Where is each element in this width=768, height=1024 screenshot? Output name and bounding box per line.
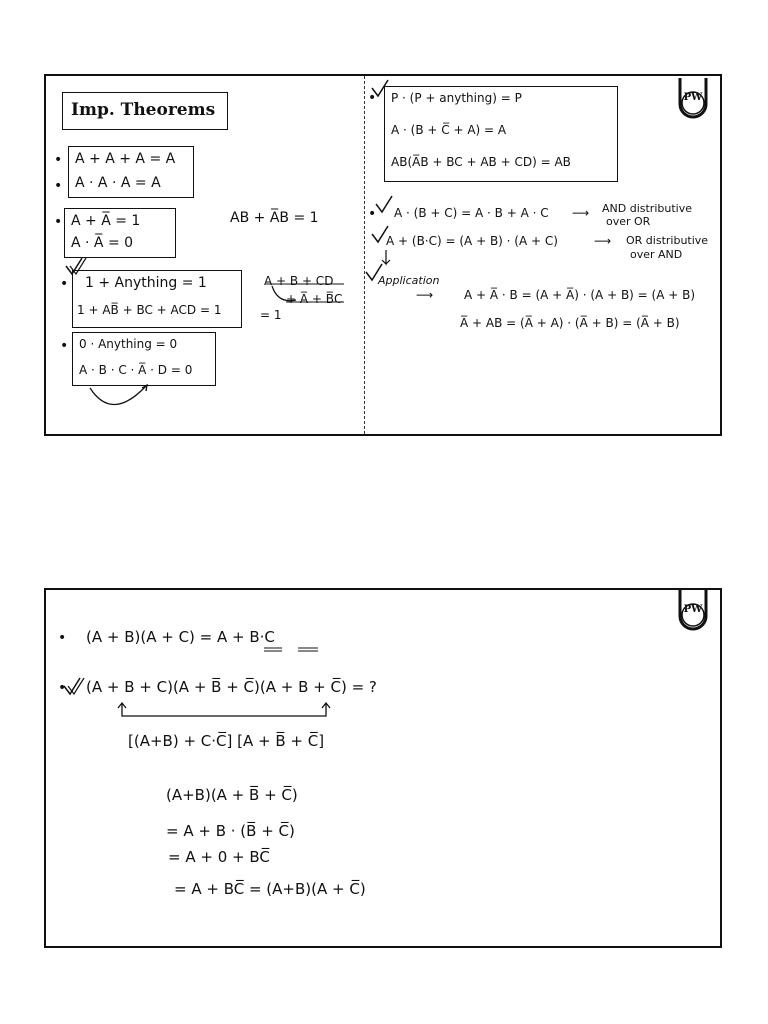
and-distributive: A · (B + C) = A · B + A · C bbox=[394, 206, 549, 220]
bullet-icon: • bbox=[54, 178, 63, 194]
checkmark-icon bbox=[64, 678, 80, 694]
slide-title: Imp. Theorems bbox=[71, 100, 216, 120]
theorem-line: A · (B + C̅ + A) = A bbox=[391, 123, 507, 137]
one-rule-box bbox=[72, 270, 242, 328]
or-dist-note: over AND bbox=[630, 248, 683, 261]
application-line: A̅ + AB = (A̅ + A) · (A̅ + B) = (A̅ + B) bbox=[460, 316, 680, 330]
step-line: (A+B)(A + B̅ + C̅) bbox=[166, 786, 298, 804]
complement-note: AB + A̅B = 1 bbox=[230, 210, 319, 226]
zero-rule-box bbox=[72, 332, 216, 386]
bracket-arrow-icon bbox=[122, 704, 326, 716]
bullet-icon: • bbox=[368, 90, 377, 106]
distributive-line: (A + B)(A + C) = A + B·C bbox=[86, 628, 275, 646]
bullet-icon: • bbox=[54, 152, 63, 168]
step-line: = A + B · (B̅ + C̅) bbox=[166, 822, 295, 840]
side-expression: A + B + CD bbox=[264, 274, 334, 288]
idempotent-box bbox=[68, 146, 194, 198]
theorem-line: A · A̅ = 0 bbox=[71, 235, 134, 251]
application-label: Application bbox=[378, 274, 440, 287]
and-dist-note: over OR bbox=[606, 215, 651, 228]
theorem-line: 1 + Anything = 1 bbox=[85, 275, 207, 291]
and-dist-note: AND distributive bbox=[602, 202, 692, 215]
or-distributive: A + (B·C) = (A + B) · (A + C) bbox=[386, 234, 558, 248]
checkmark-icon bbox=[68, 678, 84, 694]
logo-text: PW bbox=[683, 92, 703, 103]
theorem-line: A + A + A = A bbox=[75, 151, 176, 167]
arrow-icon: ⟶ bbox=[572, 206, 590, 220]
theorem-line: P · (P + anything) = P bbox=[391, 91, 522, 105]
down-arrow-icon bbox=[382, 250, 390, 264]
curved-arrow-icon bbox=[90, 386, 146, 405]
step-line: = A + BC̅ = (A+B)(A + C̅) bbox=[174, 880, 366, 898]
bullet-icon: • bbox=[60, 276, 69, 292]
logo-text: PW bbox=[683, 604, 703, 615]
theorem-line: A · B · C · A̅ · D = 0 bbox=[79, 363, 193, 377]
step-line: = A + 0 + BC̅ bbox=[168, 848, 270, 866]
theorem-line: 1 + AB̅ + BC + ACD = 1 bbox=[77, 303, 222, 317]
bullet-icon: • bbox=[368, 206, 377, 222]
bullet-icon: • bbox=[60, 338, 69, 354]
pw-logo bbox=[676, 78, 710, 120]
slide-2 bbox=[44, 588, 722, 948]
theorem-line: 0 · Anything = 0 bbox=[79, 337, 178, 351]
arrow-icon: ⟶ bbox=[594, 234, 612, 248]
side-expression: + A̅ + B̅C bbox=[286, 292, 343, 306]
checkmark-icon bbox=[376, 196, 392, 212]
theorem-line: AB(A̅B + BC + AB + CD) = AB bbox=[391, 155, 571, 169]
bullet-icon: • bbox=[58, 630, 67, 646]
title-box bbox=[62, 92, 228, 130]
application-line: A + A̅ · B = (A + A̅) · (A + B) = (A + B) bbox=[464, 288, 696, 302]
column-divider bbox=[364, 76, 365, 434]
bullet-icon: • bbox=[54, 214, 63, 230]
arrow-icon: ⟶ bbox=[416, 288, 434, 302]
absorption-box bbox=[384, 86, 618, 182]
or-dist-note: OR distributive bbox=[626, 234, 709, 247]
side-expression: = 1 bbox=[260, 308, 282, 322]
slide-1 bbox=[44, 74, 722, 436]
problem-line: (A + B + C)(A + B̅ + C̅)(A + B + C̅) = ? bbox=[86, 678, 377, 696]
step-line: [(A+B) + C·C̅] [A + B̅ + C̅] bbox=[128, 732, 325, 750]
theorem-line: A · A · A = A bbox=[75, 175, 161, 191]
complement-box bbox=[64, 208, 176, 258]
theorem-line: A + A̅ = 1 bbox=[71, 213, 141, 229]
pw-logo bbox=[676, 590, 710, 632]
bullet-icon: • bbox=[58, 680, 67, 696]
